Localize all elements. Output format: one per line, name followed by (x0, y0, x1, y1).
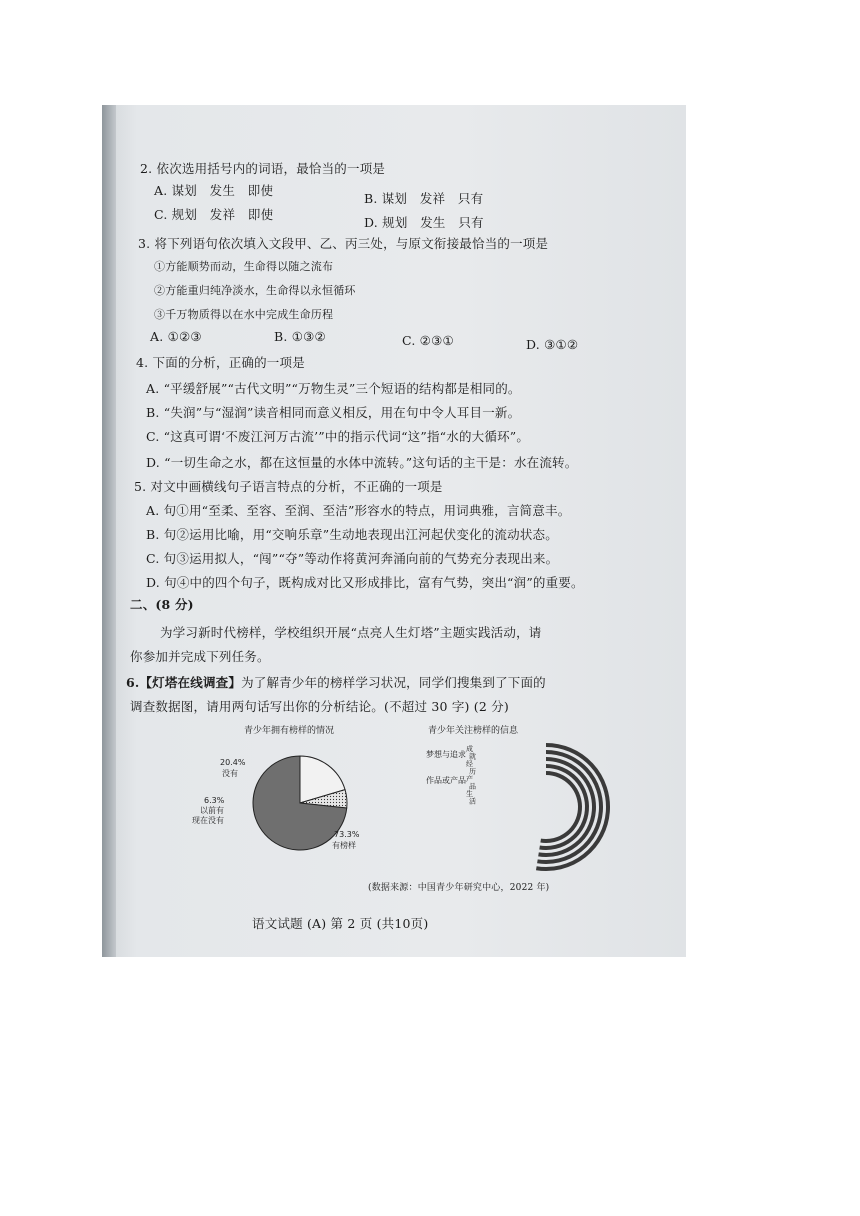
q5-option-b: B. 句②运用比喻，用“交响乐章”生动地表现出江河起伏变化的流动状态。 (146, 527, 558, 542)
exam-page (102, 105, 686, 957)
pie-label-none: 没有 (222, 769, 238, 778)
q4-option-c: C. “这真可谓‘不废江河万古流’”中的指示代词“这”指“水的大循环”。 (146, 429, 530, 444)
radial-arc-0 (536, 745, 608, 869)
radial-label-work: 作品或产品 (426, 776, 466, 785)
q3-option-b: B. ①③② (274, 329, 326, 344)
radial-stack-char: 历 (469, 767, 476, 776)
section-heading: 二、(8 分) (130, 597, 194, 612)
q2-option-a: A. 谋划 发生 即使 (154, 183, 274, 198)
q3-option-d: D. ③①② (526, 337, 579, 352)
data-source: (数据来源：中国青少年研究中心，2022 年) (368, 883, 550, 893)
q4-option-b: B. “失润”与“湿润”读音相同而意义相反，用在句中令人耳目一新。 (146, 405, 521, 420)
page-edge-shadow (102, 105, 116, 957)
radial-stack-char: 品 (469, 782, 476, 791)
radial-stack-char: 就 (469, 752, 476, 761)
section-intro-line2: 你参加并完成下列任务。 (130, 649, 270, 664)
radial-stack-char: 成 (466, 745, 473, 753)
q4-stem: 4. 下面的分析，正确的一项是 (136, 355, 305, 370)
pie-label-has: 有榜样 (332, 841, 356, 850)
q5-option-d: D. 句④中的四个句子，既构成对比又形成排比，富有气势，突出“润”的重要。 (146, 575, 584, 590)
q4-option-d: D. “一切生命之水，都在这恒量的水体中流转。”这句话的主干是：水在流转。 (146, 455, 578, 470)
radial-stack-char: 经 (466, 760, 473, 768)
radial-arc-1 (537, 752, 601, 862)
pie-label-former-value: 6.3% (204, 796, 225, 805)
q3-sentence-1: ①方能顺势而动，生命得以随之流布 (154, 260, 334, 273)
radial-stack-char: 产 (466, 775, 473, 783)
radial-bar-chart (414, 717, 614, 877)
pie-label-has-value: 73.3% (334, 830, 360, 839)
q6-line2: 调查数据图，请用两句话写出你的分析结论。(不超过 30 字) (2 分) (130, 699, 509, 714)
pie-label-former-2: 现在没有 (192, 816, 224, 825)
q2-option-b: B. 谋划 发祥 只有 (364, 191, 484, 206)
q5-stem: 5. 对文中画横线句子语言特点的分析，不正确的一项是 (134, 479, 443, 494)
q6-line1 (126, 675, 546, 691)
page-footer: 语文试题 (A) 第 2 页 (共10页) (252, 916, 429, 931)
radial-title: 青少年关注榜样的信息 (428, 726, 519, 736)
q2-stem: 2. 依次选用括号内的词语，最恰当的一项是 (140, 161, 386, 176)
section-intro-line1: 为学习新时代榜样，学校组织开展“点亮人生灯塔”主题实践活动，请 (160, 625, 542, 640)
radial-label-dream: 梦想与追求 (426, 750, 466, 759)
pie-label-former-1: 以前有 (200, 806, 224, 815)
pie-title: 青少年拥有榜样的情况 (244, 726, 335, 736)
q6-text-1: 为了解青少年的榜样学习状况，同学们搜集到了下面的 (241, 675, 546, 690)
pie-chart (182, 717, 402, 867)
q3-option-a: A. ①②③ (150, 329, 202, 344)
radial-arc-4 (541, 773, 580, 841)
q3-stem: 3. 将下列语句依次填入文段甲、乙、丙三处，与原文衔接最恰当的一项是 (138, 236, 549, 251)
q2-option-d: D. 规划 发生 只有 (364, 215, 484, 230)
radial-stack-char: 生 (466, 790, 473, 798)
q5-option-a: A. 句①用“至柔、至容、至润、至洁”形容水的特点，用词典雅，言简意丰。 (146, 503, 571, 518)
q2-option-c: C. 规划 发祥 即使 (154, 207, 274, 222)
q6-tag: 6.【灯塔在线调查】 (126, 675, 242, 690)
radial-stack-char: 活 (469, 797, 476, 806)
q4-option-a: A. “平缓舒展”“古代文明”“万物生灵”三个短语的结构都是相同的。 (146, 381, 521, 396)
q5-option-c: C. 句③运用拟人，“闯”“夺”等动作将黄河奔涌向前的气势充分表现出来。 (146, 551, 559, 566)
pie-label-none-value: 20.4% (220, 758, 246, 767)
q3-sentence-3: ③千万物质得以在水中完成生命历程 (154, 308, 334, 321)
q3-option-c: C. ②③① (402, 333, 454, 348)
q3-sentence-2: ②方能重归纯净淡水，生命得以永恒循环 (154, 284, 356, 297)
